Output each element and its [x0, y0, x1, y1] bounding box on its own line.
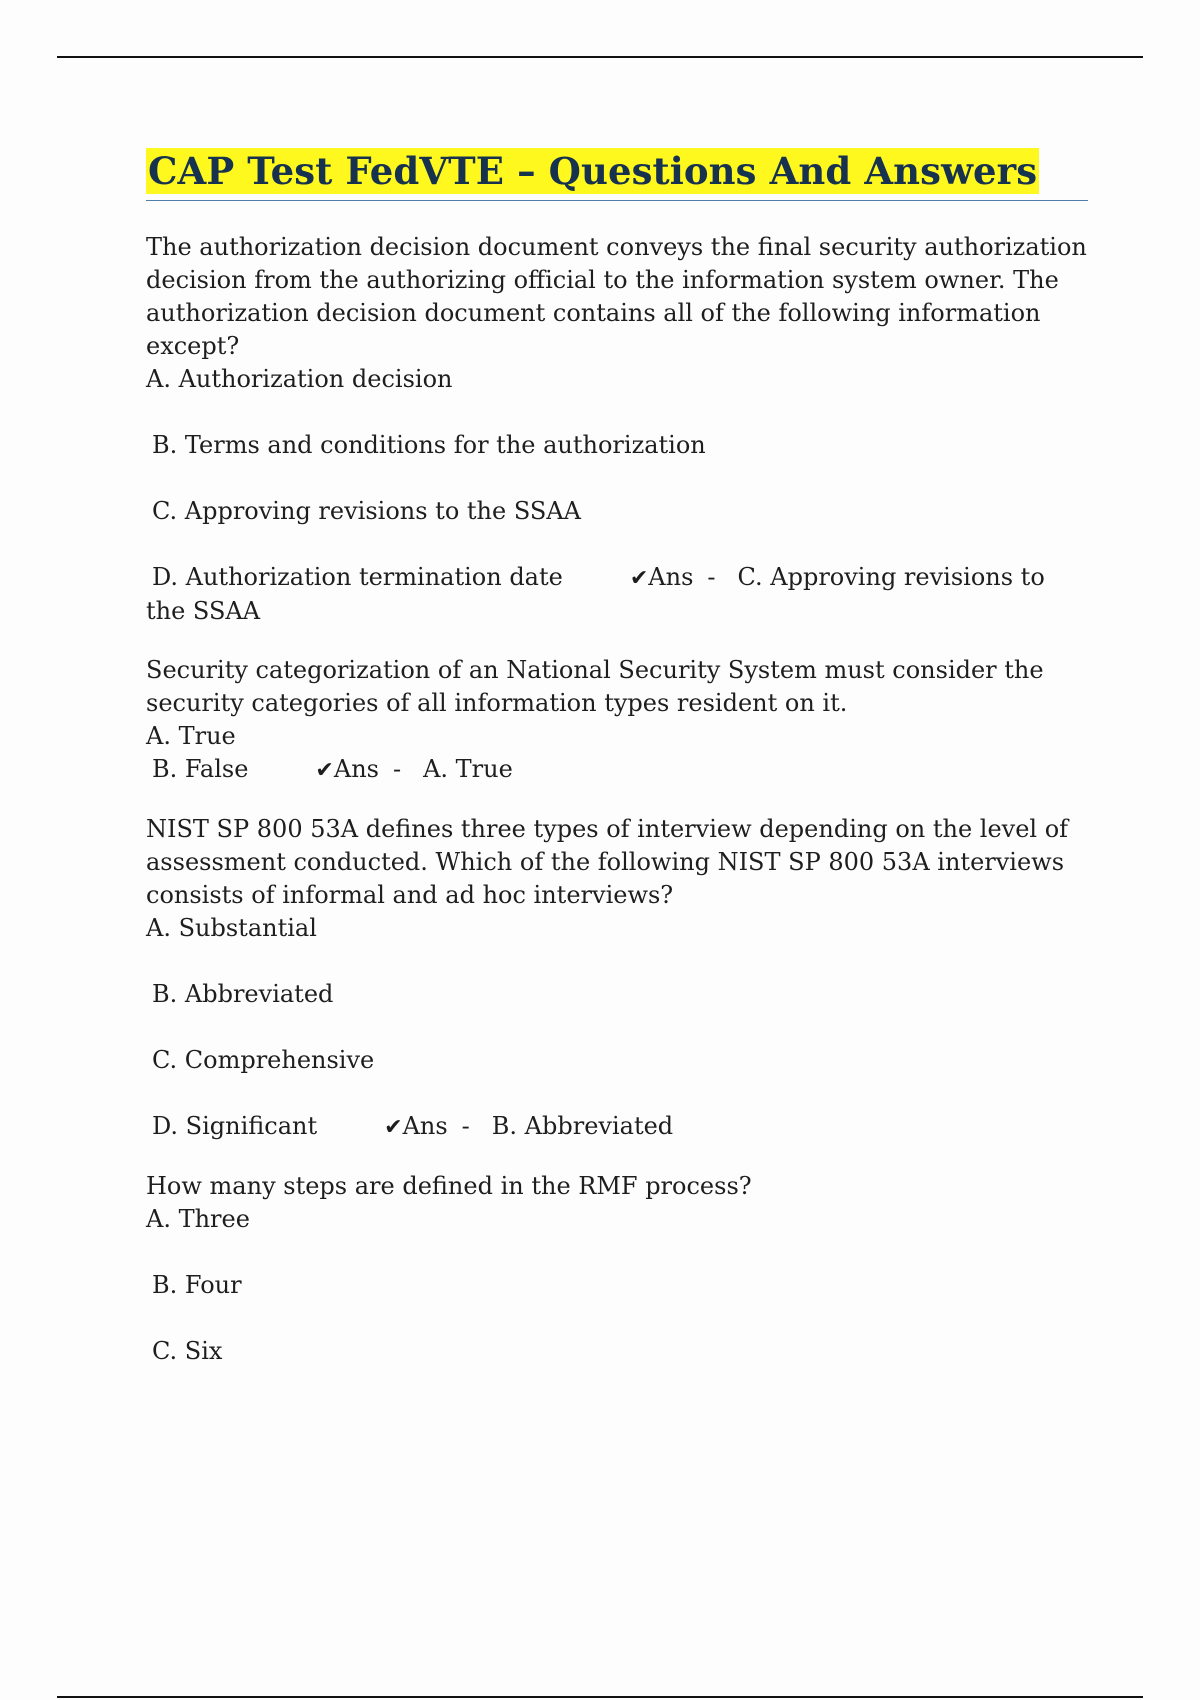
- option-d: D. Significant: [152, 1112, 318, 1140]
- answer-text: C. Approving revisions to the SSAA: [146, 563, 1045, 625]
- option-a: A. Three: [146, 1205, 250, 1233]
- option-b: B. Abbreviated: [152, 980, 334, 1008]
- check-icon: ✔: [315, 758, 334, 783]
- option-c: C. Comprehensive: [152, 1046, 375, 1074]
- header-rule: [57, 56, 1143, 58]
- option-b-with-answer: [146, 753, 1088, 787]
- check-icon: ✔: [629, 566, 649, 591]
- option-c: C. Approving revisions to the SSAA: [152, 497, 581, 525]
- question-stem: Security categorization of an National Security System must consider the security categories of all information types resident on it.: [146, 656, 1044, 717]
- question-stem: The authorization decision document conveys the final security authorization decision from the authorizing official to the information system owner. The authorization decision document contains all of the following information except?: [146, 233, 1087, 360]
- answer-marker: ✔Ans: [629, 563, 694, 591]
- answer-marker: ✔Ans: [384, 1112, 448, 1140]
- document-body: [146, 148, 1088, 1368]
- footer-rule: [57, 1696, 1143, 1698]
- answer-separator: -: [707, 563, 716, 591]
- option-c: C. Six: [152, 1337, 223, 1365]
- option-a: A. Substantial: [146, 914, 317, 942]
- option-a: A. Authorization decision: [146, 365, 453, 393]
- question-2: [146, 654, 1088, 787]
- question-1: [146, 231, 1088, 628]
- answer-text: A. True: [423, 755, 513, 783]
- answer-marker: ✔Ans: [315, 755, 379, 783]
- option-a: A. True: [146, 722, 236, 750]
- option-d: D. Authorization termination date: [152, 563, 563, 591]
- document-title: CAP Test FedVTE – Questions And Answers: [148, 149, 1038, 193]
- title-underline: [146, 200, 1088, 201]
- question-3: [146, 813, 1088, 1144]
- check-icon: ✔: [384, 1115, 403, 1140]
- option-d-with-answer: [146, 1110, 1088, 1144]
- option-b: B. Terms and conditions for the authorization: [152, 431, 706, 459]
- option-b: B. False: [152, 755, 249, 783]
- answer-separator: -: [392, 755, 402, 783]
- question-stem: NIST SP 800 53A defines three types of interview depending on the level of assessment conducted. Which of the following NIST SP 800 53A interviews consists of informal and ad hoc interviews?: [146, 815, 1069, 909]
- option-d-with-answer: [146, 561, 1088, 628]
- option-b: B. Four: [152, 1271, 242, 1299]
- question-stem: How many steps are defined in the RMF process?: [146, 1172, 752, 1200]
- answer-separator: -: [461, 1112, 470, 1140]
- answer-text: B. Abbreviated: [491, 1112, 674, 1140]
- question-4: [146, 1170, 1088, 1368]
